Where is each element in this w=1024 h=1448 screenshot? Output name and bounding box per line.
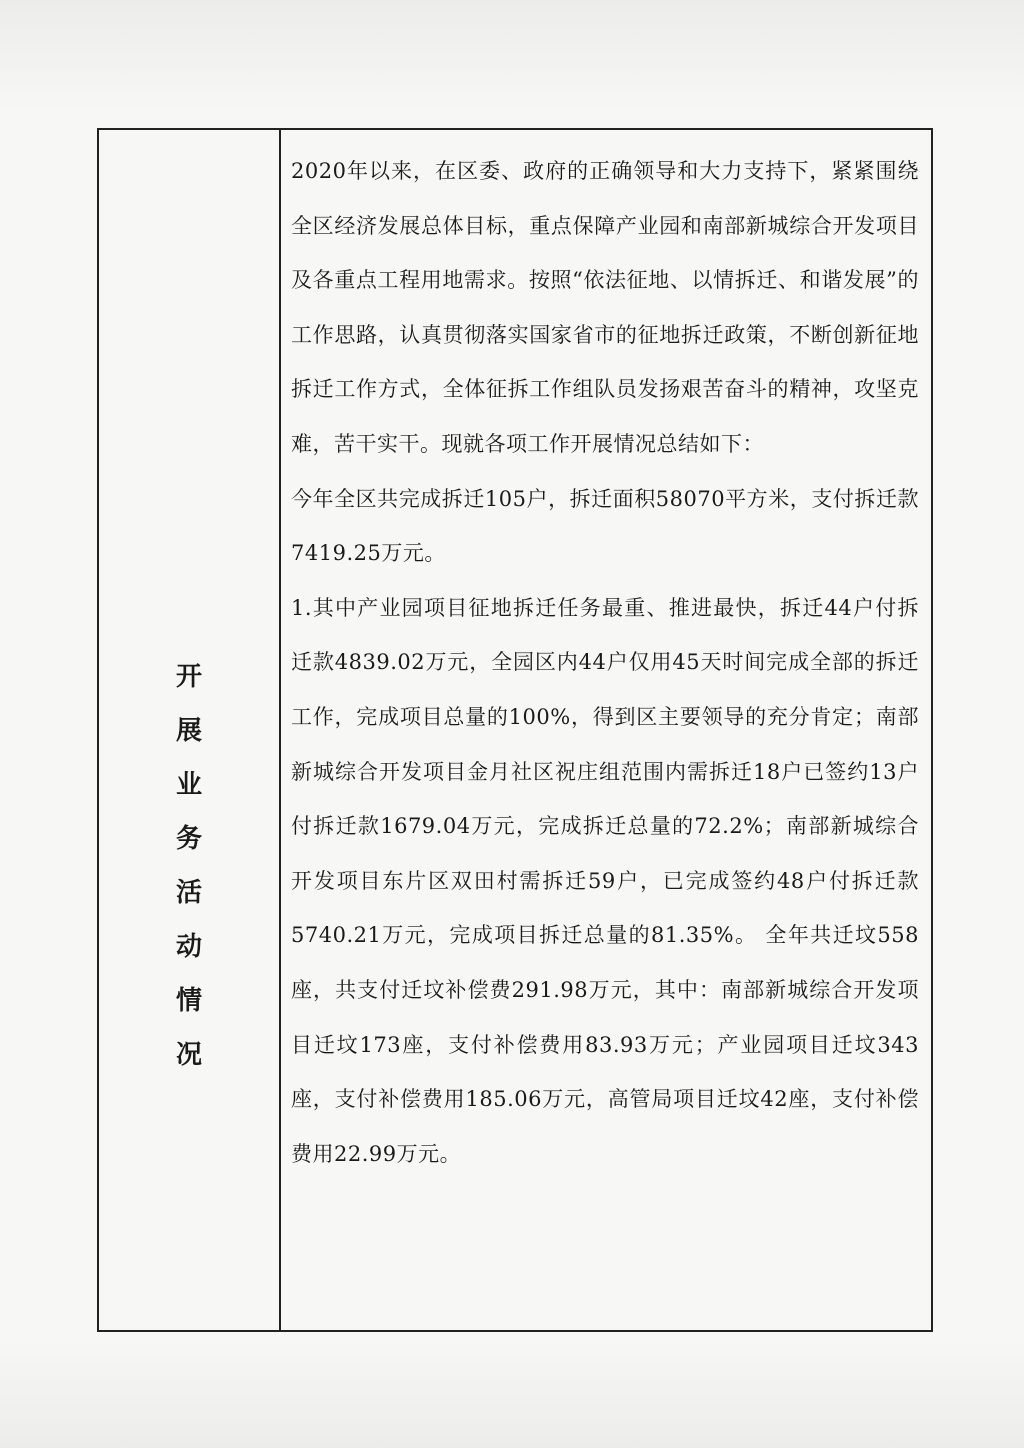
summary-paragraph: 今年全区共完成拆迁105户，拆迁面积58070平方米，支付拆迁款7419.25万元。 [291, 486, 919, 566]
label-cell [99, 130, 281, 1330]
section-label-char: 活 [175, 878, 202, 908]
content-cell [281, 130, 931, 1330]
section-label-char: 动 [175, 932, 202, 962]
section-label-char: 展 [175, 716, 202, 746]
scan-margin-top [0, 0, 1024, 110]
section-label-char: 情 [175, 986, 202, 1016]
section-label-char: 况 [175, 1040, 202, 1070]
form-table [97, 128, 933, 1332]
section-label-char: 开 [175, 662, 202, 692]
intro-paragraph: 2020年以来，在区委、政府的正确领导和大力支持下，紧紧围绕全区经济发展总体目标，重点保障产业园和南部新城综合开发项目及各重点工程用地需求。按照“依法征地、以情拆迁、和谐发展”的工作思路，认真贯彻落实国家省市的征地拆迁政策，不断创新征地拆迁工作方式，全体征拆工作组队员发扬艰苦奋斗的精神，攻坚克难，苦干实干。现就各项工作开展情况总结如下： [291, 159, 919, 456]
section-label [99, 650, 279, 1082]
scan-margin-bottom [0, 1340, 1024, 1448]
section-label-char: 务 [175, 824, 202, 854]
detail-paragraph: 1.其中产业园项目征地拆迁任务最重、推进最快，拆迁44户付拆迁款4839.02万元，全园区内44户仅用45天时间完成全部的拆迁工作，完成项目总量的100%，得到区主要领导的充分肯定；南部新城综合开发项目金月社区祝庄组范围内需拆迁18户已签约13户付拆迁款1679.04万元，完成拆迁总量的72.2%；南部新城综合开发项目东片区双田村需拆迁59户，已完成签约48户付拆迁款5740.21万元，完成项目拆迁总量的81.35%。 全年共迁坟558座，共支付迁坟补偿费291.98万元，其中：南部新城综合开发项目迁坟173座，支付补偿费用83.93万元；产业园项目迁坟343座，支付补偿费用185.06万元，高管局项目迁坟42座，支付补偿费用22.99万元。 [291, 595, 919, 1166]
section-label-char: 业 [175, 770, 202, 800]
